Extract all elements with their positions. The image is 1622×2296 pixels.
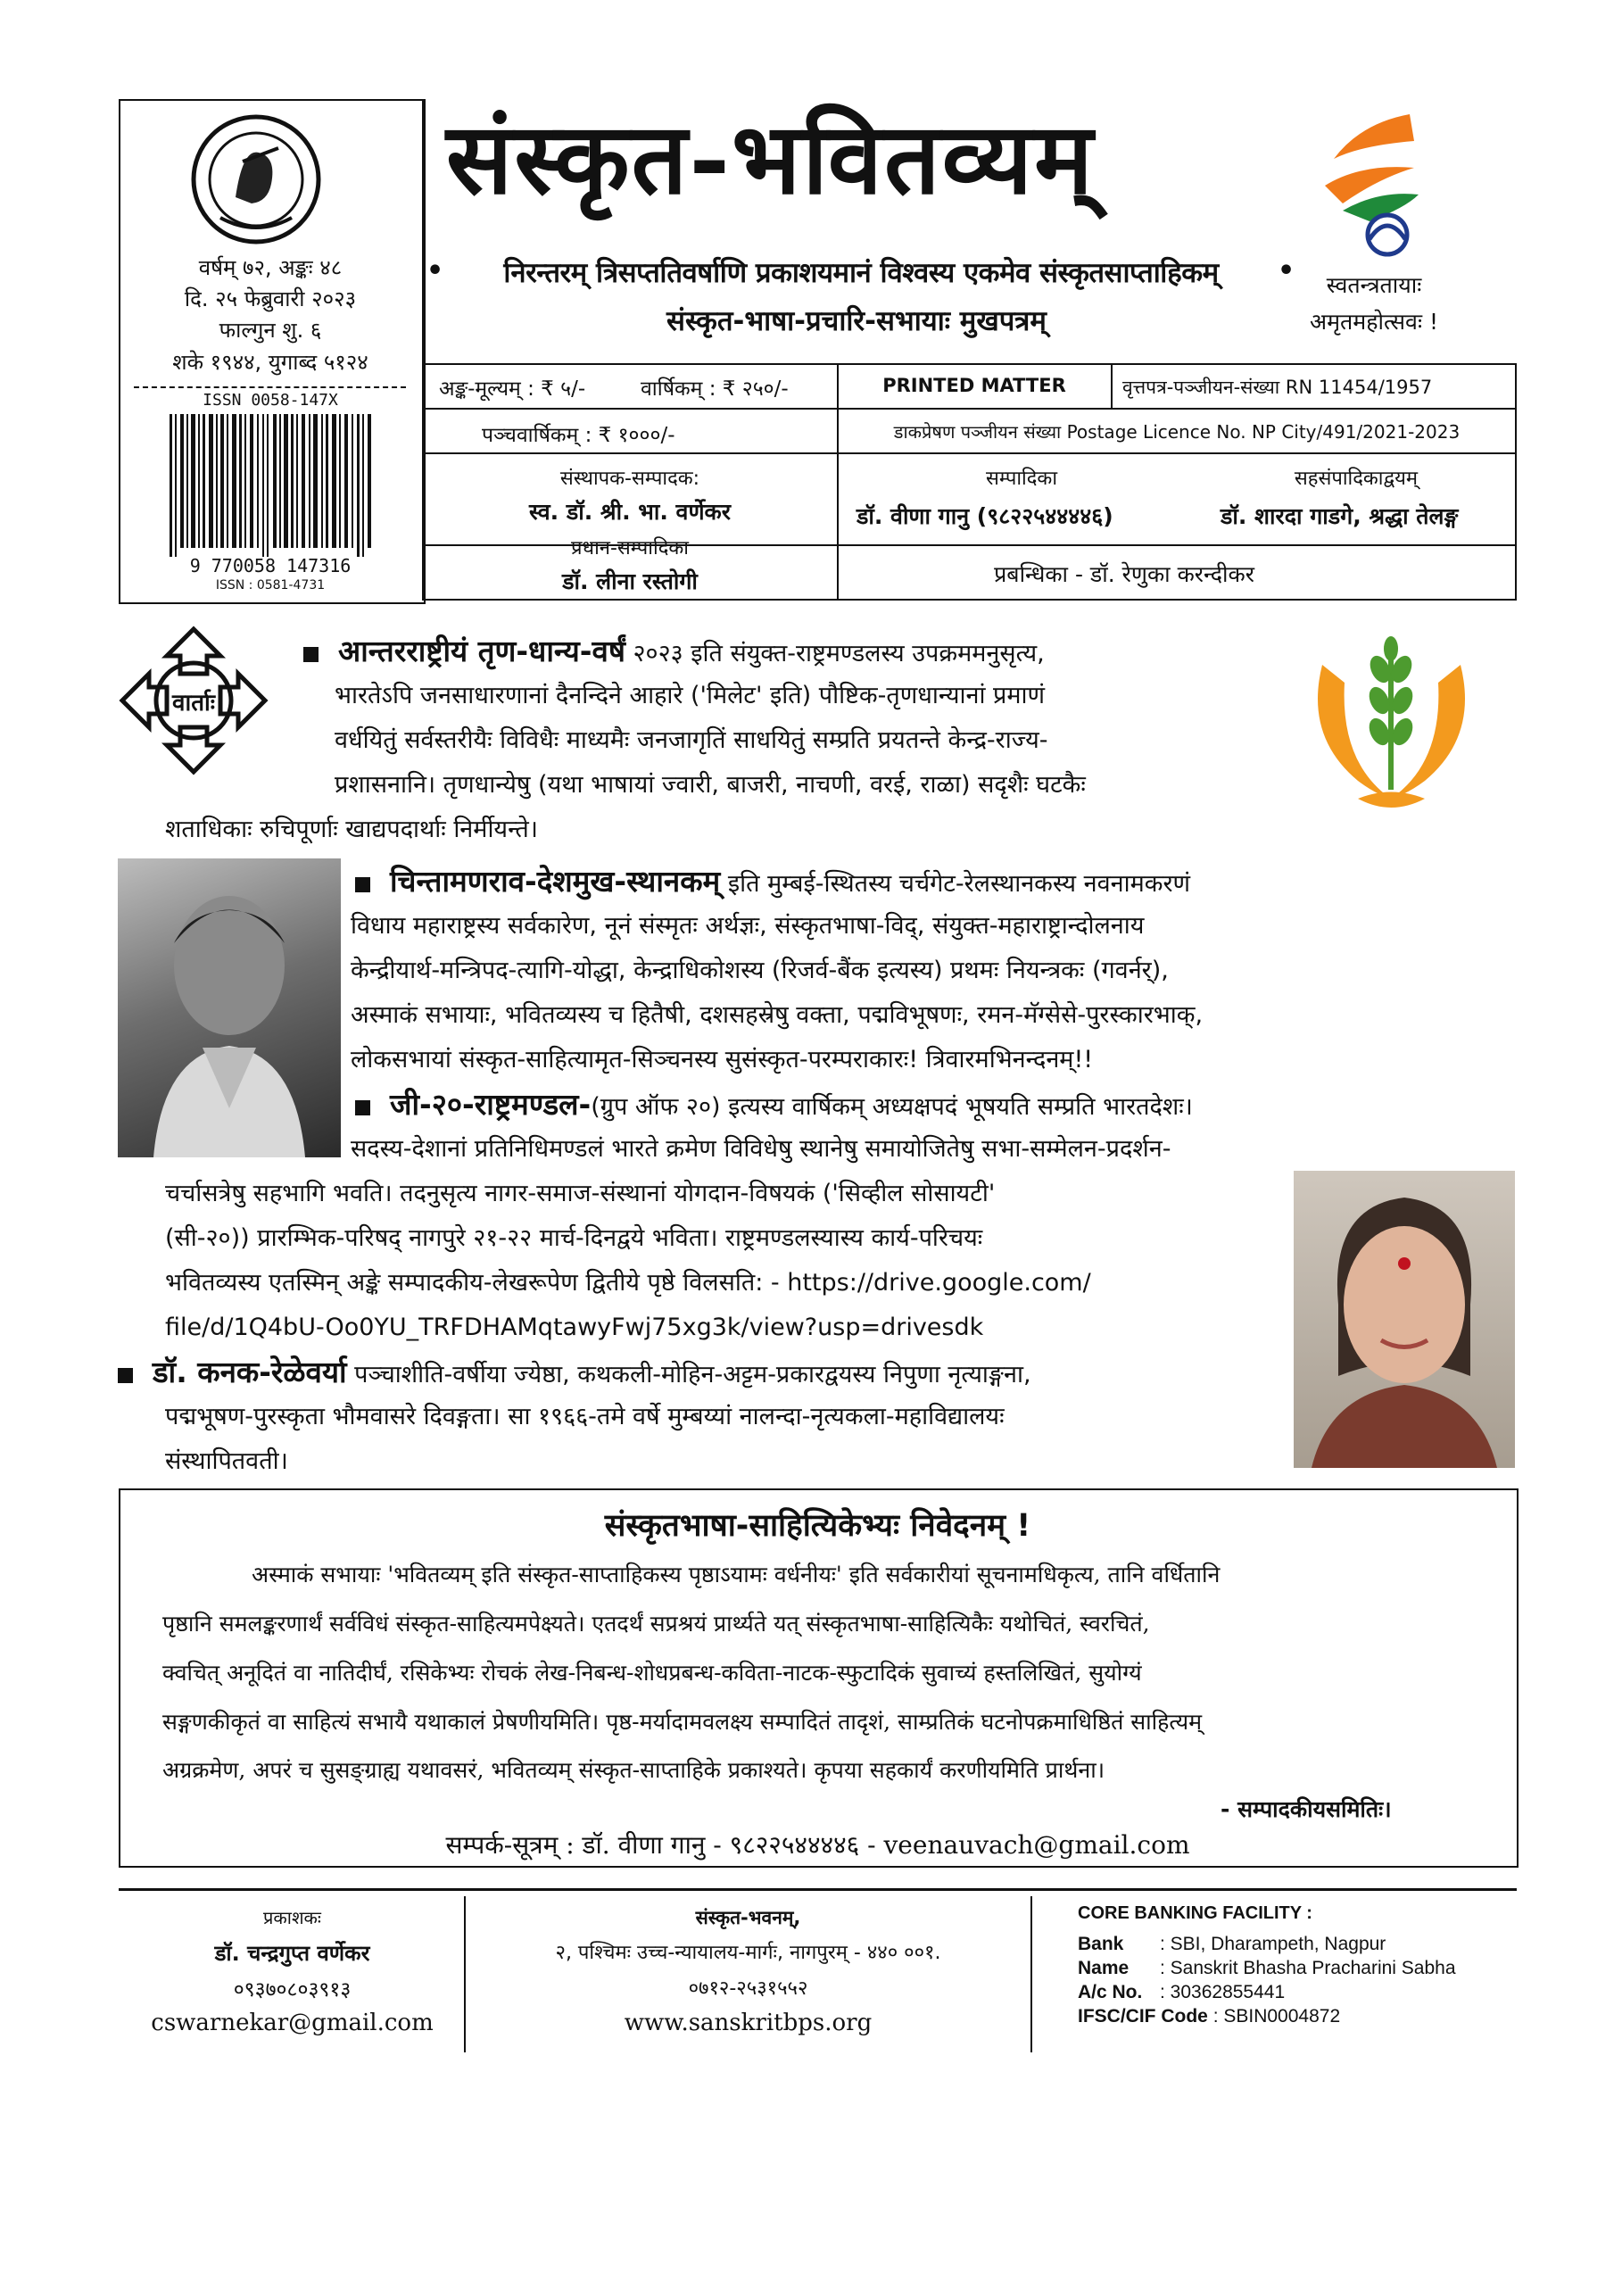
notice-line: पृष्ठानि समलङ्करणार्थं सर्वविधं संस्कृत-साहित्यमपेक्ष्यते। एतदर्थं सप्रश्रयं प्रार्थ्यते यत् संस्कृतभाषा-साहित्यिकैः यथोचितं, स्वरचितं, — [162, 1611, 1150, 1637]
co-editor-names: डॉ. शारदा गाडगे, श्रद्धा तेलङ्ग — [1221, 503, 1459, 529]
tagline-bullet-right: • — [1278, 255, 1295, 286]
bank-key: A/c No. — [1078, 1982, 1143, 2002]
millet-year-logo — [1304, 629, 1478, 816]
footer-top-rule — [119, 1888, 1517, 1891]
barcode — [170, 414, 375, 557]
registration-number: वृत्तपत्र-पञ्जीयन-संख्या RN 11454/1957 — [1122, 377, 1433, 398]
bank-value: : SBI, Dharampeth, Nagpur — [1160, 1934, 1386, 1954]
portrait-deshmukh — [118, 858, 341, 1157]
news-line: विधाय महाराष्ट्रस्य सर्वकारेण, नूनं संस्मृतः अर्थज्ञः, संस्कृतभाषा-विद्, संयुक्त-महाराष्ट्रान्दोलनाय — [351, 912, 1145, 940]
notice-line: अग्रक्रमेण, अपरं च सुसङ्ग्राह्य यथावसरं, भवितव्यम् संस्कृत-साप्ताहिके प्रकाश्यते। कृपया सहकार्यं करणीयमिति प्रार्थना। — [162, 1757, 1105, 1783]
news-line: पञ्चाशीति-वर्षीया ज्येष्ठा, कथकली-मोहिन-अट्टम-प्रकारद्वयस्य निपुणा नृत्याङ्गना, — [354, 1361, 1031, 1388]
amrit-mahotsav-logo — [1307, 105, 1441, 261]
news-line: सदस्य-देशानां प्रतिनिधिमण्डलं भारते क्रमेण विविधेषु स्थानेषु समायोजितेषु सभा-सम्मेलन-प्रदर्शन- — [351, 1135, 1171, 1163]
bullet-square — [355, 1100, 370, 1115]
subtitle: संस्कृत-भाषा-प्रचारि-सभायाः मुखपत्रम् — [666, 305, 1047, 337]
postal-licence: डाकप्रेषण पञ्जीयन संख्या Postage Licence No. NP City/491/2021-2023 — [893, 421, 1461, 443]
news-line: पद्मभूषण-पुरस्कृता भौमवासरे दिवङ्गता। सा १९६६-तमे वर्षे मुम्बय्यां नालन्दा-नृत्यकला-महाविद्यालयः — [165, 1403, 1005, 1430]
notice-contact: सम्पर्क-सूत्रम् : डॉ. वीणा गानु - ९८२२५४४४४६ - veenauvach@gmail.com — [445, 1830, 1190, 1860]
publisher-email[interactable]: cswarnekar@gmail.com — [151, 2010, 434, 2036]
newspaper-title: संस्कृत-भवितव्यम् — [446, 101, 1095, 216]
bank-value: : Sanskrit Bhasha Pracharini Sabha — [1160, 1958, 1456, 1978]
printed-matter: PRINTED MATTER — [882, 375, 1066, 396]
sabha-emblem — [189, 112, 323, 246]
bhavan-address: २, पश्चिमः उच्च-न्यायालय-मार्गः, नागपुरम् - ४४० ००१. — [555, 1942, 941, 1964]
amrit-line2: अमृतमहोत्सवः ! — [1310, 309, 1438, 335]
manager: प्रबन्धिका - डॉ. रेणुका करन्दीकर — [994, 561, 1254, 587]
co-editor-label: सहसंपादिकाद्वयम् — [1294, 468, 1419, 490]
founder-name: स्व. डॉ. श्री. भा. वर्णेकर — [529, 499, 731, 525]
news-line: संस्थापितवती। — [165, 1447, 288, 1475]
bullet-square — [355, 877, 370, 892]
notice-line: सङ्गणकीकृतं वा साहित्यं सभायै यथाकालं प्रेषणीयमिति। पृष्ठ-मर्यादामवलक्ष्य सम्पादितं तादृशं, साम्प्रतिकं घटनोपक्रमाधिष्ठितं साहित्यम् — [162, 1709, 1203, 1735]
news-line: (ग्रुप ऑफ २०) इत्यस्य वार्षिकम् अध्यक्षपदं भूषयति सम्प्रति भारतदेशः। — [591, 1093, 1193, 1121]
issn-top: ISSN 0058-147X — [203, 391, 338, 410]
chief-editor-name: डॉ. लीना रस्तोगी — [562, 568, 698, 594]
news-line: प्रशासनानि। तृणधान्येषु (यथा भाषायां ज्वारी, बाजरी, नाचणी, वरई, राळा) सदृशैः घटकैः — [335, 771, 1086, 799]
varta-label: वार्ताः — [172, 690, 215, 717]
news-line: २०२३ इति संयुक्त-राष्ट्रमण्डलस्य उपक्रममनुसृत्य, — [633, 640, 1045, 667]
publisher-phone: ०९३७०८०३९१३ — [233, 1978, 352, 2002]
news-heading: जी-२०-राष्ट्रमण्डल- — [390, 1087, 592, 1122]
news-line: लोकसभायां संस्कृत-साहित्यामृत-सिञ्चनस्य सुसंस्कृत-परम्पराकारः! त्रिवारमभिनन्दनम्!! — [351, 1046, 1094, 1073]
news-item-kanak-rele — [118, 1350, 1287, 1397]
bank-value: : 30362855441 — [1160, 1982, 1286, 2002]
news-line: शताधिकाः रुचिपूर्णाः खाद्यपदार्थाः निर्मीयन्ते। — [165, 816, 539, 843]
notice-line: अस्माकं सभायाः 'भवितव्यम् इति संस्कृत-साप्ताहिकस्य पृष्ठाऽयामः वर्धनीयः' इति सर्वकारीयां सूचनामधिकृत्य, तानि वर्धितानि — [252, 1562, 1221, 1587]
news-link[interactable]: file/d/1Q4bU-Oo0YU_TRFDHAMqtawyFwj75xg3k/view?usp=drivesdk — [165, 1314, 984, 1341]
notice-title: संस्कृतभाषा-साहित्यिकेभ्यः निवेदनम् ! — [604, 1508, 1031, 1544]
bank-value: : SBIN0004872 — [1212, 2006, 1341, 2027]
editor-label: सम्पादिका — [985, 468, 1058, 490]
amrit-line1: स्वतन्त्रतायाः — [1326, 272, 1422, 298]
founder-label: संस्थापक-सम्पादक: — [559, 468, 700, 490]
news-line: चर्चासत्रेषु सहभागि भवति। तदनुसृत्य नागर-समाज-संस्थानां योगदान-विषयकं ('सिव्हील सोसायटी' — [165, 1180, 996, 1207]
bank-key: Bank — [1078, 1934, 1124, 1954]
publisher-label: प्रकाशकः — [263, 1907, 321, 1928]
news-line: वर्धयितुं सर्वस्तरीयैः विविधैः माध्यमैः जनजागृतिं साधयितुं सम्प्रति प्रयतन्ते केन्द्र-राज्य- — [335, 726, 1048, 754]
five-year-price: पञ्चवार्षिकम् : ₹ १०००/- — [482, 424, 675, 447]
news-heading: आन्तरराष्ट्रीयं तृण-धान्य-वर्षं — [338, 634, 625, 668]
issue-tithi: फाल्गुन शु. ६ — [219, 318, 322, 343]
news-item-g20 — [355, 1082, 1515, 1130]
news-item-deshmukh — [355, 859, 1515, 907]
issue-price: अङ्क-मूल्यम् : ₹ ५/- — [439, 377, 586, 401]
news-line: इति मुम्बई-स्थितस्य चर्चगेट-रेलस्थानकस्य नवनामकरणं — [727, 870, 1191, 898]
issue-shaka: शके १९४४, युगाब्द ५१२४ — [172, 350, 368, 375]
issue-volume: वर्षम् ७२, अङ्कः ४८ — [198, 255, 343, 280]
bhavan-name: संस्कृत-भवनम्, — [695, 1907, 801, 1928]
tagline-bullet-left: • — [426, 255, 444, 286]
annual-price: वार्षिकम् : ₹ २५०/- — [641, 377, 789, 401]
bank-key: Name — [1078, 1958, 1130, 1978]
editor-name: डॉ. वीणा गानु (९८२२५४४४४६) — [857, 503, 1113, 529]
news-line: भारतेऽपि जनसाधारणानां दैनन्दिने आहारे ('मिलेट' इति) पौष्टिक-तृणधान्यानां प्रमाणं — [335, 682, 1046, 709]
tagline: निरन्तरम् त्रिसप्ततिवर्षाणि प्रकाशयमानं विश्वस्य एकमेव संस्कृतसाप्ताहिकम् — [503, 257, 1219, 289]
news-line: भवितव्यस्य एतस्मिन् अङ्के सम्पादकीय-लेखरूपेण द्वितीये पृष्ठे विलसति: - https://drive.google.com/ — [165, 1269, 1091, 1297]
barcode-number: 9 770058 147316 — [189, 555, 352, 576]
news-line: अस्माकं सभायाः, भवितव्यस्य च हितैषी, दशसहस्रेषु वक्ता, पद्मविभूषणः, रमन-मॅग्सेसे-पुरस्कारभाक्, — [351, 1001, 1204, 1029]
chief-editor-label: प्रधान-सम्पादिका — [571, 537, 689, 559]
bank-key: IFSC/CIF Code — [1078, 2006, 1208, 2027]
bullet-square — [303, 647, 319, 662]
news-heading: डॉ. कनक-रेळेवर्या — [153, 1355, 347, 1389]
news-heading: चिन्तामणराव-देशमुख-स्थानकम् — [390, 864, 721, 899]
bank-title: CORE BANKING FACILITY : — [1078, 1903, 1312, 1923]
issue-date: दि. २५ फेब्रुवारी २०२३ — [184, 286, 357, 311]
news-line: (सी-२०)) प्रारम्भिक-परिषद् नागपुरे २१-२२ मार्च-दिनद्वये भविता। राष्ट्रमण्डलस्यास्य कार्य-परिचयः — [165, 1224, 983, 1252]
news-line: केन्द्रीयार्थ-मन्त्रिपद-त्यागि-योद्धा, केन्द्राधिकोशस्य (रिजर्व-बैंक इत्यस्य) प्रथमः नियन्त्रकः (गवर्नर्), — [351, 957, 1169, 984]
portrait-kanak-rele — [1294, 1171, 1515, 1468]
bullet-square — [118, 1368, 133, 1383]
notice-signature: - सम्पादकीयसमितिः। — [1221, 1796, 1392, 1822]
bhavan-phone: ०७१२-२५३१५५२ — [688, 1977, 808, 2000]
notice-line: क्वचित् अनूदितं वा नातिदीर्घं, रसिकेभ्यः रोचकं लेख-निबन्ध-शोधप्रबन्ध-कविता-नाटक-स्फुटादिकं सुवाच्यं हस्तलिखितं, सुयोग्यं — [162, 1660, 1142, 1686]
website-link[interactable]: www.sanskritbps.org — [624, 2010, 873, 2036]
bank-details — [1078, 1932, 1456, 2028]
issn-bottom: ISSN : 0581-4731 — [215, 578, 326, 593]
publisher-name: डॉ. चन्द्रगुप्त वर्णेकर — [214, 1941, 370, 1966]
